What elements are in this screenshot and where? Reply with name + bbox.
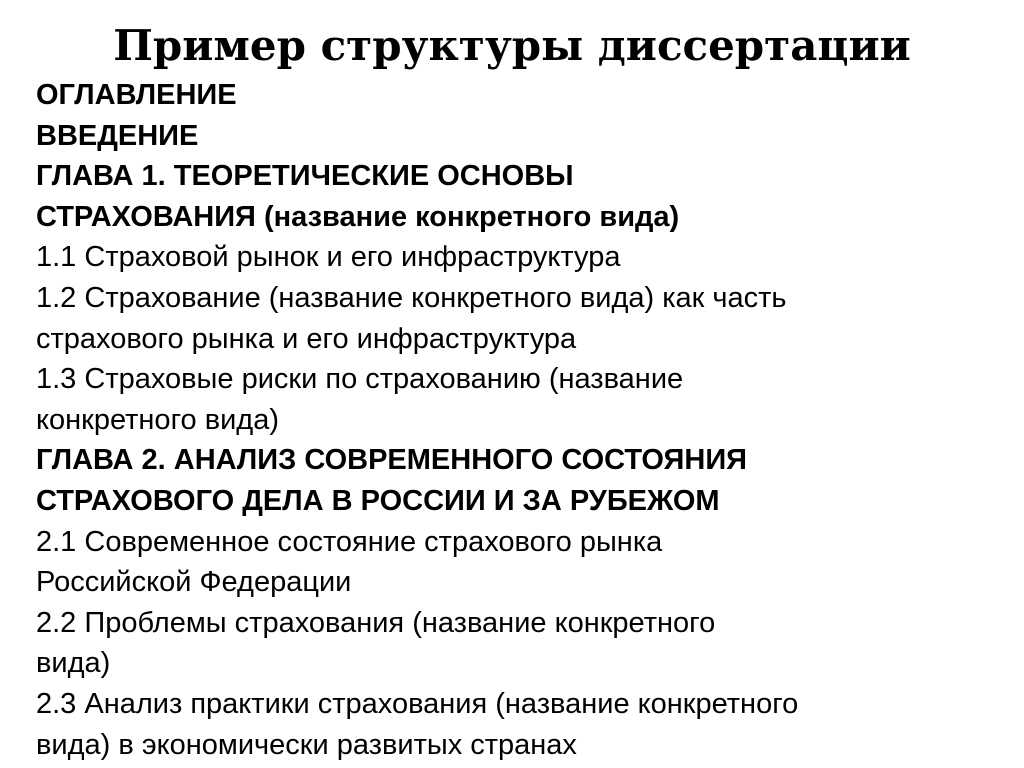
- toc-section-1-3-line-1: 1.3 Страховые риски по страхованию (название: [36, 363, 684, 396]
- toc-section-2-1-line-2: Российской Федерации: [36, 566, 352, 599]
- toc-section-2-3-line-1: 2.3 Анализ практики страхования (название конкретного: [36, 687, 799, 720]
- toc-chapter-1-line-2: СТРАХОВАНИЯ (название конкретного вида): [36, 200, 680, 233]
- toc-chapter-2-line-1: ГЛАВА 2. АНАЛИЗ СОВРЕМЕННОГО СОСТОЯНИЯ: [36, 444, 748, 477]
- toc-section-2-2-line-1: 2.2 Проблемы страхования (название конкретного: [36, 606, 716, 639]
- toc-section-2-1-line-1: 2.1 Современное состояние страхового рынка: [36, 525, 663, 558]
- toc-section-1-1: 1.1 Страховой рынок и его инфраструктура: [36, 241, 621, 274]
- toc-section-2-3-line-2: вида) в экономически развитых странах: [36, 728, 577, 761]
- toc-section-2-2-line-2: вида): [36, 647, 111, 680]
- toc-heading-contents: ОГЛАВЛЕНИЕ: [36, 79, 237, 111]
- table-of-contents: [36, 75, 996, 765]
- toc-section-1-2-line-2: страхового рынка и его инфраструктура: [36, 322, 577, 355]
- page-title: Пример структуры диссертации: [113, 21, 911, 70]
- toc-section-1-2-line-1: 1.2 Страхование (название конкретного вида) как часть: [36, 281, 787, 314]
- toc-chapter-1-line-1: ГЛАВА 1. ТЕОРЕТИЧЕСКИЕ ОСНОВЫ: [36, 160, 574, 193]
- toc-chapter-2-line-2: СТРАХОВОГО ДЕЛА В РОССИИ И ЗА РУБЕЖОМ: [36, 484, 720, 517]
- toc-heading-introduction: ВВЕДЕНИЕ: [36, 119, 199, 152]
- toc-section-1-3-line-2: конкретного вида): [36, 403, 280, 436]
